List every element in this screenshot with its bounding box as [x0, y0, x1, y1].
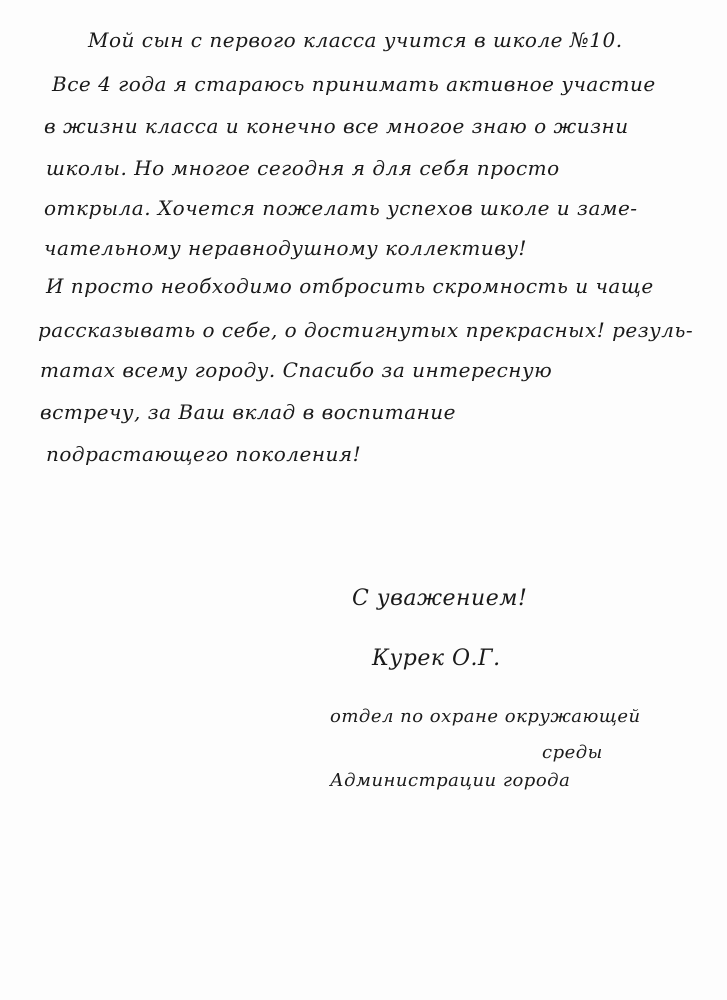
letter-line-5: открыла. Хочется пожелать успехов школе и заме- [44, 196, 638, 220]
department-line-2: среды [542, 742, 603, 763]
letter-line-7: И просто необходимо отбросить скромность и чаще [46, 274, 654, 298]
letter-line-6: чательному неравнодушному коллективу! [44, 236, 527, 260]
letter-line-10: встречу, за Ваш вклад в воспитание [40, 400, 457, 424]
letter-line-4: школы. Но многое сегодня я для себя просто [46, 156, 560, 180]
department-line-1: отдел по охране окружающей [330, 706, 641, 727]
signer-name: Курек О.Г. [372, 646, 501, 671]
letter-line-3: в жизни класса и конечно все многое знаю о жизни [44, 114, 629, 138]
letter-line-11: подрастающего поколения! [46, 442, 362, 466]
letter-line-2: Все 4 года я стараюсь принимать активное участие [52, 72, 656, 96]
letter-line-9: татах всему городу. Спасибо за интересную [40, 358, 553, 382]
department-line-3: Администрации города [330, 770, 571, 791]
letter-line-8: рассказывать о себе, о достигнутых прекрасных! резуль- [38, 318, 694, 342]
letter-line-1: Мой сын с первого класса учится в школе №10. [88, 28, 623, 52]
closing-phrase: С уважением! [352, 586, 528, 611]
